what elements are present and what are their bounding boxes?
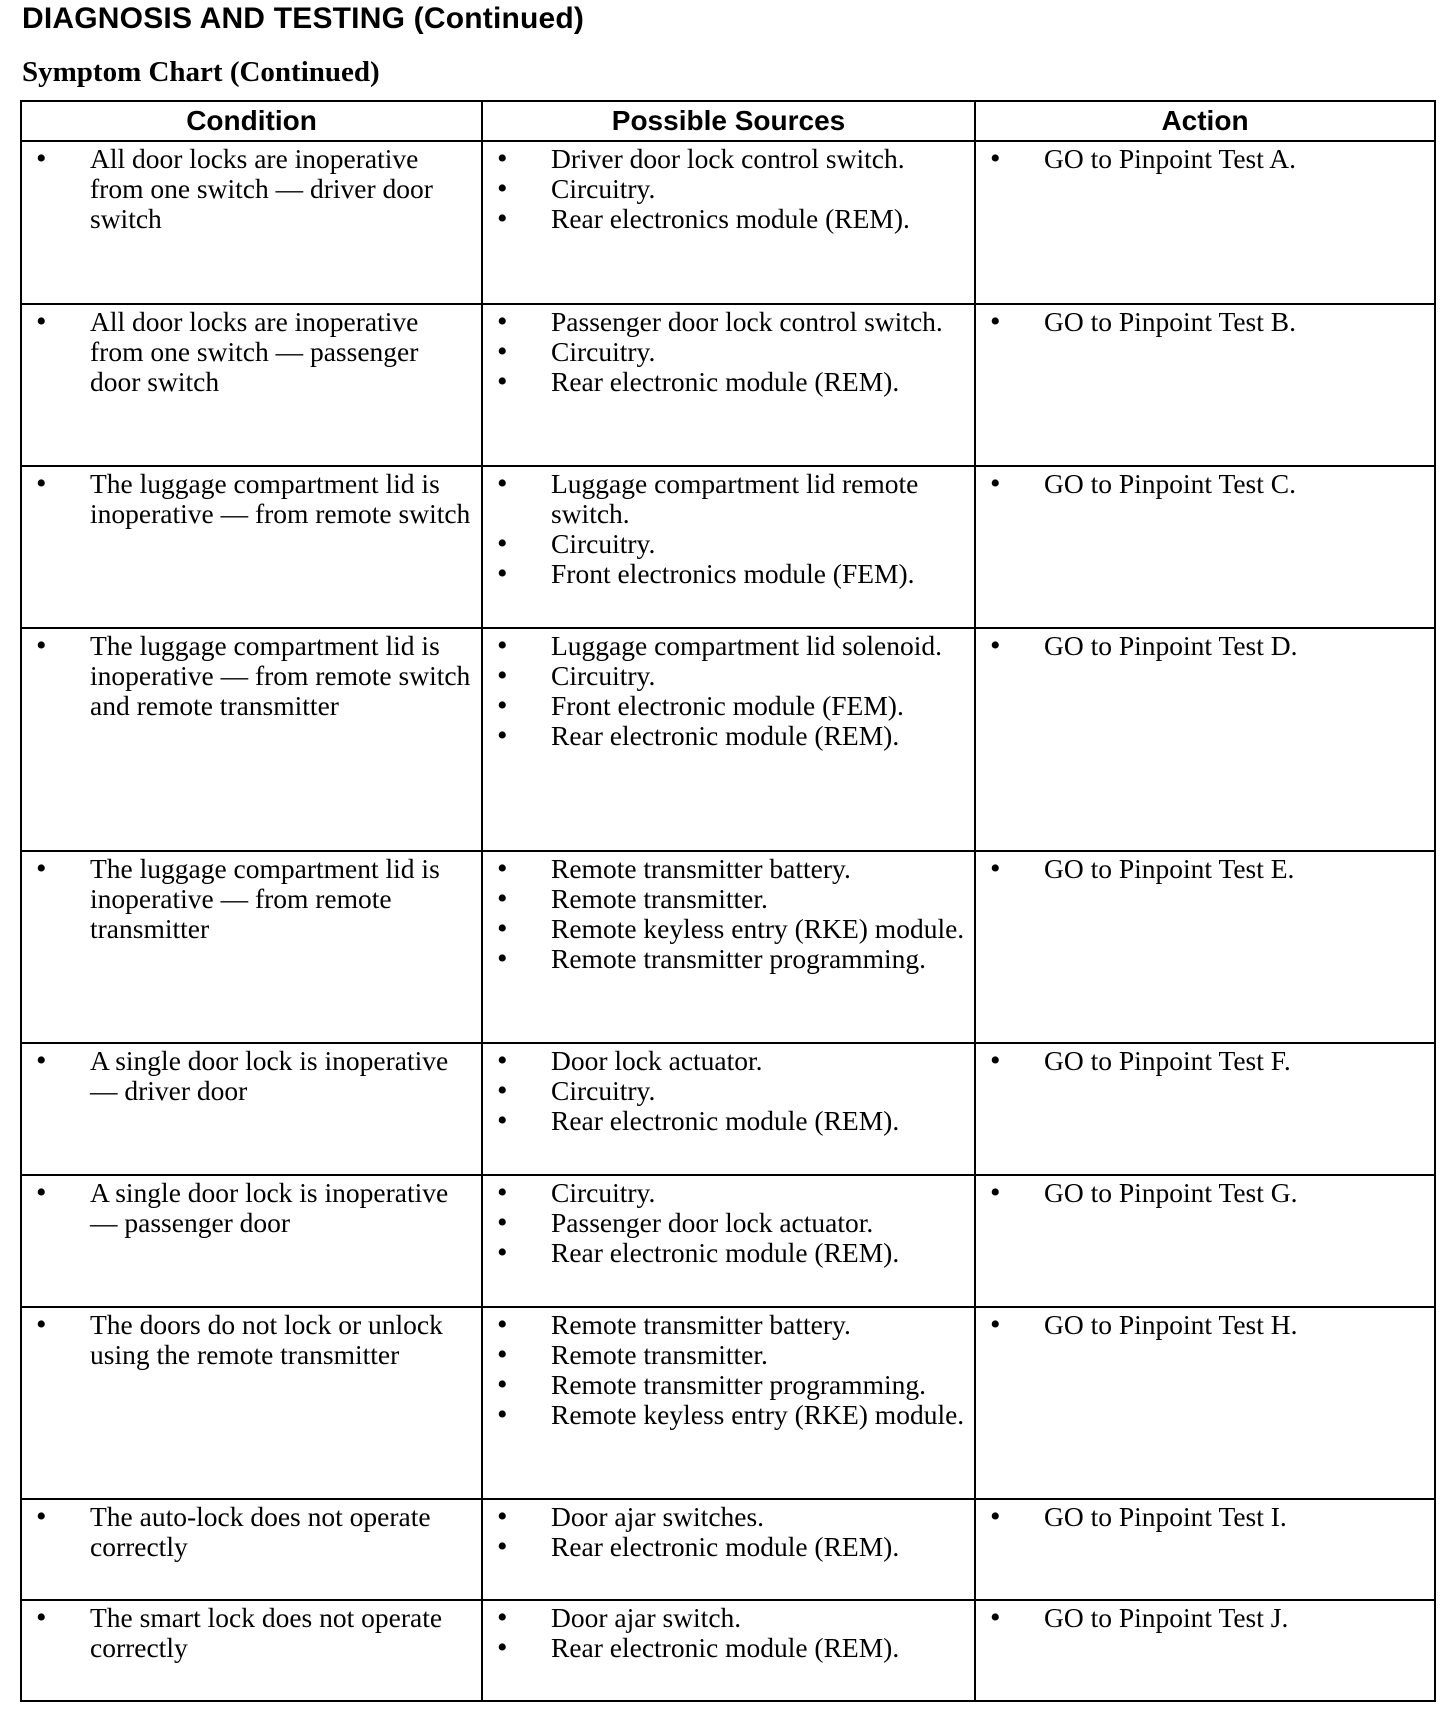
possible-sources-cell (482, 1499, 975, 1600)
possible-sources-cell (482, 141, 975, 304)
source-item: • Rear electronic module (REM). (493, 1238, 968, 1268)
table-row (21, 1043, 1435, 1175)
possible-sources-cell (482, 466, 975, 628)
source-item: • Circuitry. (493, 174, 968, 204)
action-cell (975, 1499, 1435, 1600)
source-item: • Door lock actuator. (493, 1046, 968, 1076)
source-item: • Circuitry. (493, 529, 968, 559)
table-row (21, 141, 1435, 304)
action-cell (975, 628, 1435, 851)
source-item: • Remote keyless entry (RKE) module. (493, 914, 968, 944)
action-cell (975, 1307, 1435, 1499)
table-row (21, 1600, 1435, 1701)
table-row (21, 466, 1435, 628)
source-item: • Remote transmitter programming. (493, 944, 968, 974)
condition-cell (21, 628, 482, 851)
source-item: • Remote keyless entry (RKE) module. (493, 1400, 968, 1430)
possible-sources-cell (482, 1307, 975, 1499)
table-row (21, 851, 1435, 1043)
source-item: • Rear electronics module (REM). (493, 204, 968, 234)
condition-text: • The auto-lock does not operate correctly (32, 1502, 475, 1562)
condition-text: • A single door lock is inoperative — driver door (32, 1046, 475, 1106)
source-item: • Door ajar switches. (493, 1502, 968, 1532)
table-row (21, 628, 1435, 851)
action-text: • GO to Pinpoint Test I. (986, 1502, 1428, 1532)
action-cell (975, 1043, 1435, 1175)
action-cell (975, 141, 1435, 304)
source-item: • Circuitry. (493, 661, 968, 691)
action-text: • GO to Pinpoint Test C. (986, 469, 1428, 499)
column-header-possible-sources: Possible Sources (482, 101, 975, 141)
possible-sources-cell (482, 628, 975, 851)
source-item: • Rear electronic module (REM). (493, 1106, 968, 1136)
possible-sources-cell (482, 851, 975, 1043)
page-title: DIAGNOSIS AND TESTING (Continued) (22, 2, 585, 35)
action-text: • GO to Pinpoint Test B. (986, 307, 1428, 337)
source-item: • Rear electronic module (REM). (493, 721, 968, 751)
condition-cell (21, 1175, 482, 1307)
condition-text: • The doors do not lock or unlock using the remote transmitter (32, 1310, 475, 1370)
source-item: • Rear electronic module (REM). (493, 367, 968, 397)
condition-cell (21, 851, 482, 1043)
source-item: • Luggage compartment lid remote switch. (493, 469, 968, 529)
condition-text: • All door locks are inoperative from one switch — driver door switch (32, 144, 475, 234)
possible-sources-cell (482, 1600, 975, 1701)
symptom-chart-table (20, 100, 1436, 1702)
condition-cell (21, 304, 482, 466)
column-header-condition: Condition (21, 101, 482, 141)
condition-text: • The luggage compartment lid is inoperative — from remote switch and remote transmitter (32, 631, 475, 721)
table-row (21, 1307, 1435, 1499)
possible-sources-cell (482, 1043, 975, 1175)
source-item: • Remote transmitter. (493, 884, 968, 914)
section-title: Symptom Chart (Continued) (22, 56, 380, 88)
source-item: • Driver door lock control switch. (493, 144, 968, 174)
action-text: • GO to Pinpoint Test J. (986, 1603, 1428, 1633)
table-row (21, 1499, 1435, 1600)
condition-cell (21, 1043, 482, 1175)
table-row (21, 1175, 1435, 1307)
action-cell (975, 1175, 1435, 1307)
action-cell (975, 1600, 1435, 1701)
table-header-row (21, 101, 1435, 141)
source-item: • Remote transmitter battery. (493, 854, 968, 884)
condition-text: • The smart lock does not operate correctly (32, 1603, 475, 1663)
condition-cell (21, 1600, 482, 1701)
condition-cell (21, 141, 482, 304)
source-item: • Luggage compartment lid solenoid. (493, 631, 968, 661)
source-item: • Circuitry. (493, 1076, 968, 1106)
source-item: • Door ajar switch. (493, 1603, 968, 1633)
action-text: • GO to Pinpoint Test A. (986, 144, 1428, 174)
column-header-action: Action (975, 101, 1435, 141)
source-item: • Front electronics module (FEM). (493, 559, 968, 589)
source-item: • Front electronic module (FEM). (493, 691, 968, 721)
source-item: • Circuitry. (493, 1178, 968, 1208)
action-text: • GO to Pinpoint Test D. (986, 631, 1428, 661)
source-item: • Passenger door lock actuator. (493, 1208, 968, 1238)
condition-text: • A single door lock is inoperative — passenger door (32, 1178, 475, 1238)
source-item: • Passenger door lock control switch. (493, 307, 968, 337)
condition-text: • The luggage compartment lid is inoperative — from remote switch (32, 469, 475, 529)
source-item: • Rear electronic module (REM). (493, 1633, 968, 1663)
action-text: • GO to Pinpoint Test F. (986, 1046, 1428, 1076)
table-row (21, 304, 1435, 466)
possible-sources-cell (482, 1175, 975, 1307)
action-cell (975, 304, 1435, 466)
action-cell (975, 851, 1435, 1043)
source-item: • Remote transmitter battery. (493, 1310, 968, 1340)
action-text: • GO to Pinpoint Test H. (986, 1310, 1428, 1340)
action-text: • GO to Pinpoint Test G. (986, 1178, 1428, 1208)
possible-sources-cell (482, 304, 975, 466)
condition-text: • All door locks are inoperative from one switch — passenger door switch (32, 307, 475, 397)
source-item: • Remote transmitter. (493, 1340, 968, 1370)
source-item: • Circuitry. (493, 337, 968, 367)
source-item: • Rear electronic module (REM). (493, 1532, 968, 1562)
condition-cell (21, 1307, 482, 1499)
action-cell (975, 466, 1435, 628)
action-text: • GO to Pinpoint Test E. (986, 854, 1428, 884)
condition-cell (21, 466, 482, 628)
condition-cell (21, 1499, 482, 1600)
source-item: • Remote transmitter programming. (493, 1370, 968, 1400)
condition-text: • The luggage compartment lid is inoperative — from remote transmitter (32, 854, 475, 944)
